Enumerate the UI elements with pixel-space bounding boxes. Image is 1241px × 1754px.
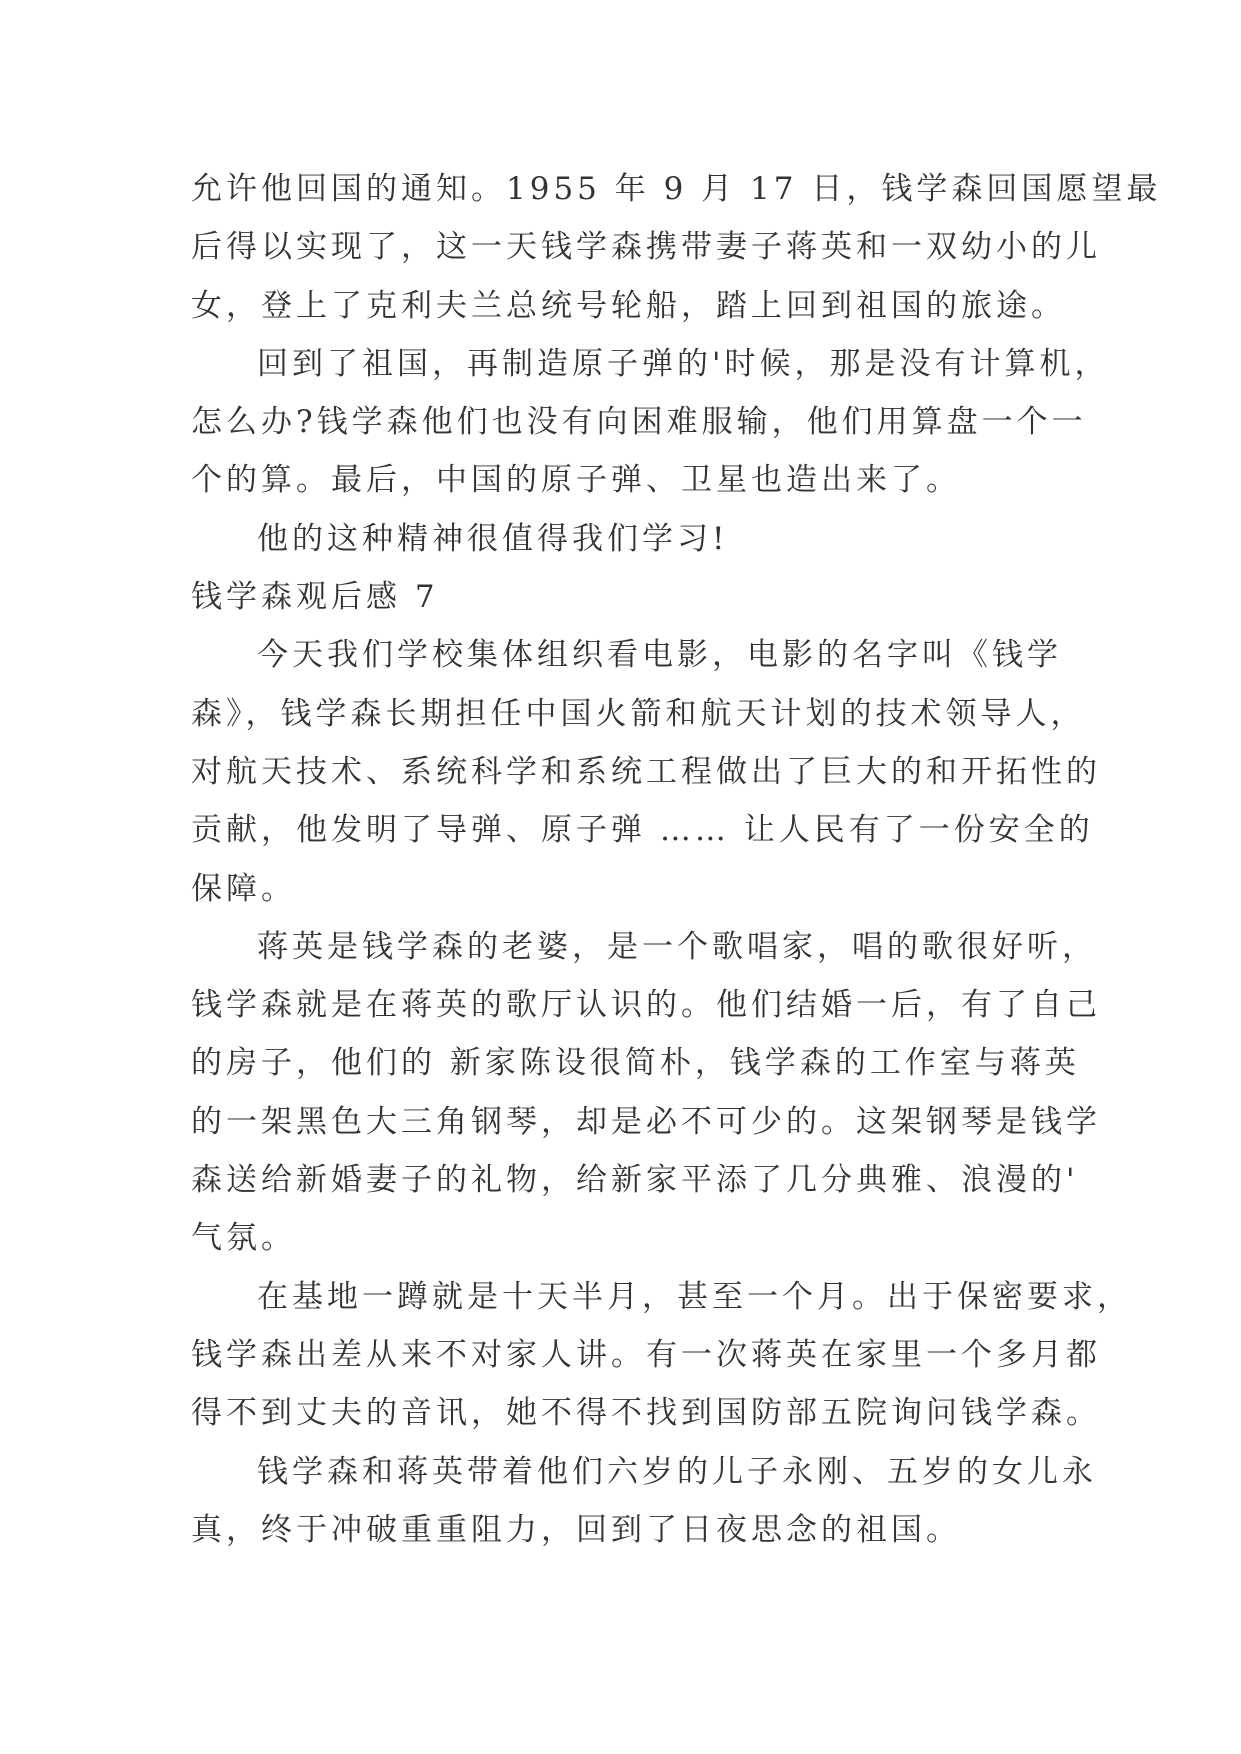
text-line: 森》，钱学森长期担任中国火箭和航天计划的技术领导人， [191, 695, 1086, 732]
paragraph-first-line: 在基地一蹲就是十天半月，甚至一个月。出于保密要求， [257, 1278, 1132, 1315]
text-line: 的房子，他们的 新家陈设很简朴，钱学森的工作室与蒋英 [191, 1045, 1080, 1082]
text-line: 个的算。最后，中国的原子弹、卫星也造出来了。 [191, 462, 961, 499]
text-line: 保障。 [191, 870, 296, 907]
text-line: 后得以实现了，这一天钱学森携带妻子蒋英和一双幼小的儿 [191, 229, 1101, 266]
text-line: 得不到丈夫的音讯，她不得不找到国防部五院询问钱学森。 [191, 1395, 1101, 1432]
text-line: 对航天技术、系统科学和系统工程做出了巨大的和开拓性的 [191, 753, 1101, 790]
paragraph-first-line: 今天我们学校集体组织看电影，电影的名字叫《钱学 [257, 637, 1062, 674]
paragraph-first-line: 他的这种精神很值得我们学习! [257, 520, 729, 557]
document-body [191, 160, 1162, 1559]
paragraph-first-line: 回到了祖国，再制造原子弹的'时候，那是没有计算机， [257, 345, 1110, 382]
text-line: 允许他回国的通知。1955 年 9 月 17 日，钱学森回国愿望最 [191, 171, 1162, 207]
paragraph-first-line: 蒋英是钱学森的老婆，是一个歌唱家，唱的歌很好听， [257, 928, 1097, 965]
text-line: 怎么办?钱学森他们也没有向困难服输，他们用算盘一个一 [191, 404, 1087, 441]
text-line: 女，登上了克利夫兰总统号轮船，踏上回到祖国的旅途。 [191, 287, 1066, 324]
text-line: 气氛。 [191, 1220, 296, 1257]
text-line: 钱学森出差从来不对家人讲。有一次蒋英在家里一个多月都 [191, 1336, 1101, 1373]
text-line: 的一架黑色大三角钢琴，却是必不可少的。这架钢琴是钱学 [191, 1103, 1101, 1140]
paragraph-first-line: 钱学森和蒋英带着他们六岁的儿子永刚、五岁的女儿永 [257, 1453, 1097, 1490]
text-line: 钱学森就是在蒋英的歌厅认识的。他们结婚一后，有了自己 [191, 987, 1101, 1024]
section-heading: 钱学森观后感 7 [191, 579, 439, 616]
text-line: 贡献，他发明了导弹、原子弹 …… 让人民有了一份安全的 [191, 812, 1094, 849]
text-line: 真，终于冲破重重阻力，回到了日夜思念的祖国。 [191, 1511, 961, 1548]
text-line: 森送给新婚妻子的礼物，给新家平添了几分典雅、浪漫的' [191, 1162, 1079, 1199]
